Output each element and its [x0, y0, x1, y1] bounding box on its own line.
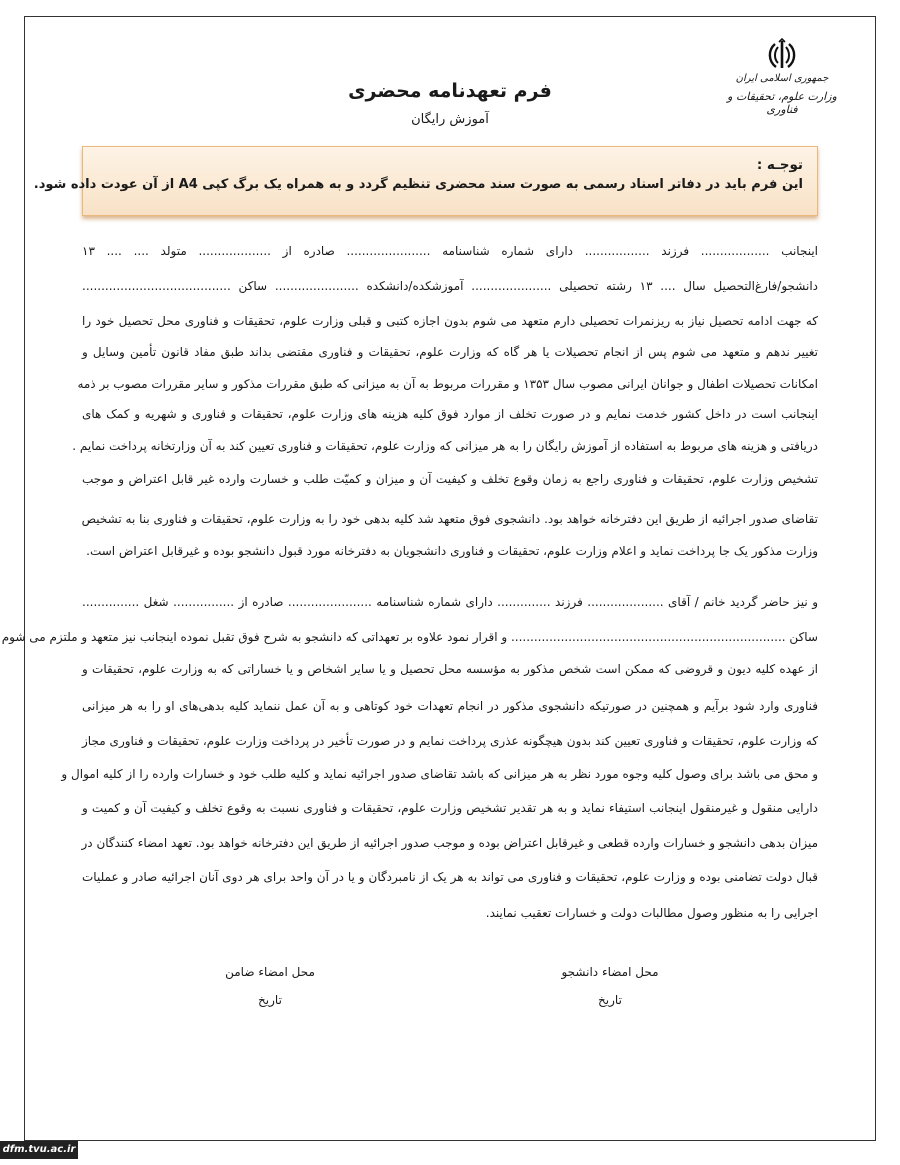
body-line-2: دانشجو/فارغ‌التحصیل سال .... ۱۳ رشته تحصیلی ..................... آموزشکده/دانشکده ...................... ساکن ....................................... — [82, 279, 818, 293]
site-watermark-tag: dfm.tvu.ac.ir — [0, 1141, 78, 1159]
body-line-14: فناوری وارد شود برآیم و همچنین در صورتیکه دانشجوی مذکور در انجام تعهدات خود کوتاهی و به آن عمل ننماید کلیه بدهی‌های او را به هر میزانی — [82, 699, 818, 713]
student-signature-block — [540, 965, 680, 1007]
body-line-20: اجرایی را به منظور وصول مطالبات دولت و خسارات تعقیب نمایند. — [485, 906, 818, 920]
emblem-country-text: جمهوری اسلامی ایران — [735, 73, 829, 84]
notice-body: این فرم باید در دفاتر اسناد رسمی به صورت سند محضری تنظیم گردد و به همراه یک برگ کپی A4 از آن عودت داده شود. — [33, 177, 803, 192]
body-line-8: تشخیص وزارت علوم، تحقیقات و فناوری راجع به زمان وقوع تخلف و کیفیت آن و میزان و کمیّت طلب و خسارت وارده غیر قابل اعتراض و موجب — [82, 472, 818, 486]
body-line-13: از عهده کلیه دیون و قروضی که ممکن است شخص مذکور به مؤسسه محل تحصیل و یا سایر اشخاص و یا خساراتی که به وزارت علوم، تحقیقات و — [82, 662, 818, 676]
form-subtitle: آموزش رایگان — [411, 112, 489, 127]
body-line-1: اینجانب .................. فرزند ................. دارای شماره شناسنامه ...................... صادره از ................... متولد .... .... ۱۳ — [82, 244, 818, 258]
body-line-6: اینجانب است در داخل کشور خدمت نمایم و در صورت تخلف از موارد فوق کلیه هزینه های وزارت علوم، تحقیقات و فناوری و شهریه و کمک های — [82, 407, 818, 421]
body-line-7: دریافتی و هزینه های مربوط به استفاده از آموزش رایگان را به هر میزانی که وزارت علوم، تحقیقات و فناوری تعیین کند به آن وزارتخانه پرداخت نمایم . — [72, 439, 818, 453]
body-line-18: میزان بدهی دانشجو و خسارات وارده قطعی و غیرقابل اعتراض بوده و موجب صدور اجرائیه از طریق این دفترخانه خواهد بود. تعهد امضاء کنندگان در — [81, 836, 818, 850]
body-line-10: وزارت مذکور یک جا پرداخت نماید و اعلام وزارت علوم، تحقیقات و فناوری دانشجویان به دفترخانه مورد قبول دانشجو بوده و غیرقابل اعتراض است. — [86, 544, 818, 558]
guarantor-signature-block — [200, 965, 340, 1007]
body-line-19: قبال دولت تضامنی بوده و وزارت علوم، تحقیقات و فناوری می تواند به هر یک از نامبردگان و یا در آن واحد برای هر دوی آنان اجرائیه صادر و عملیات — [82, 870, 818, 884]
guarantor-date-label: تاریخ — [258, 993, 282, 1007]
form-title: فرم تعهدنامه محضری — [348, 80, 552, 102]
notice-box — [33, 146, 818, 216]
notice-heading: توجـه : — [756, 157, 803, 173]
body-line-12: ساکن ........................................................................ و اقرار نمود علاوه بر تعهداتی که دانشجو به شرح فوق تقبل نموده اینجانب نیز متعهد و ملتزم می شوم — [1, 630, 818, 644]
student-date-label: تاریخ — [598, 993, 622, 1007]
body-line-16: و محق می باشد برای وصول کلیه وجوه مورد نظر به هر میزانی که باشد تقاضای صدور اجرائیه نماید و کلیه طلب خود و خسارات وارده را از کلیه اموال و — [61, 767, 818, 781]
iran-emblem-icon — [765, 38, 799, 72]
title-block — [330, 80, 570, 127]
body-line-17: دارایی منقول و غیرمنقول اینجانب استیفاء نماید و به هر تقدیر تشخیص وزارت علوم، تحقیقات و فناوری نسبت به وقوع تخلف و کیفیت آن و کمیت و — [82, 801, 818, 815]
body-line-11: و نیز حاضر گردید خانم / آقای .................... فرزند .............. دارای شماره شناسنامه ...................... صادره از ................ شغل ............... — [82, 595, 818, 609]
body-line-15: که وزارت علوم، تحقیقات و فناوری تعیین کند بدون هیچگونه عذری پرداخت نمایم و در صورت تأخیر در پرداخت وزارت علوم، تحقیقات و فناوری مجاز — [82, 734, 818, 748]
body-line-9: تقاضای صدور اجرائیه از طریق این دفترخانه خواهد بود. دانشجوی فوق متعهد شد کلیه بدهی خود را به وزارت علوم، تحقیقات و فناوری بنا به تشخیص — [81, 512, 818, 526]
student-signature-label: محل امضاء دانشجو — [561, 965, 659, 979]
body-line-4: تغییر ندهم و متعهد می شوم پس از انجام تحصیلات یا هر گاه که وزارت علوم، تحقیقات و فناوری مقتضی بداند طبق مفاد قانون تأمین وسایل و — [82, 345, 818, 359]
ministry-emblem-block — [722, 38, 842, 116]
body-line-3: که جهت ادامه تحصیل نیاز به ریزنمرات تحصیلی دارم متعهد می شوم بدون اجازه کتبی و قبلی وزارت علوم، تحقیقات و فناوری محل تحصیل خود را — [82, 314, 818, 328]
guarantor-signature-label: محل امضاء ضامن — [225, 965, 315, 979]
body-line-5: امکانات تحصیلات اطفال و جوانان ایرانی مصوب سال ۱۳۵۳ و مقررات مربوط به آن به میزانی که طبق مقررات مذکور و سایر مقررات مصوب بر ذمه — [77, 377, 818, 391]
emblem-ministry-text: وزارت علوم، تحقیقات و فناوری — [727, 90, 837, 116]
